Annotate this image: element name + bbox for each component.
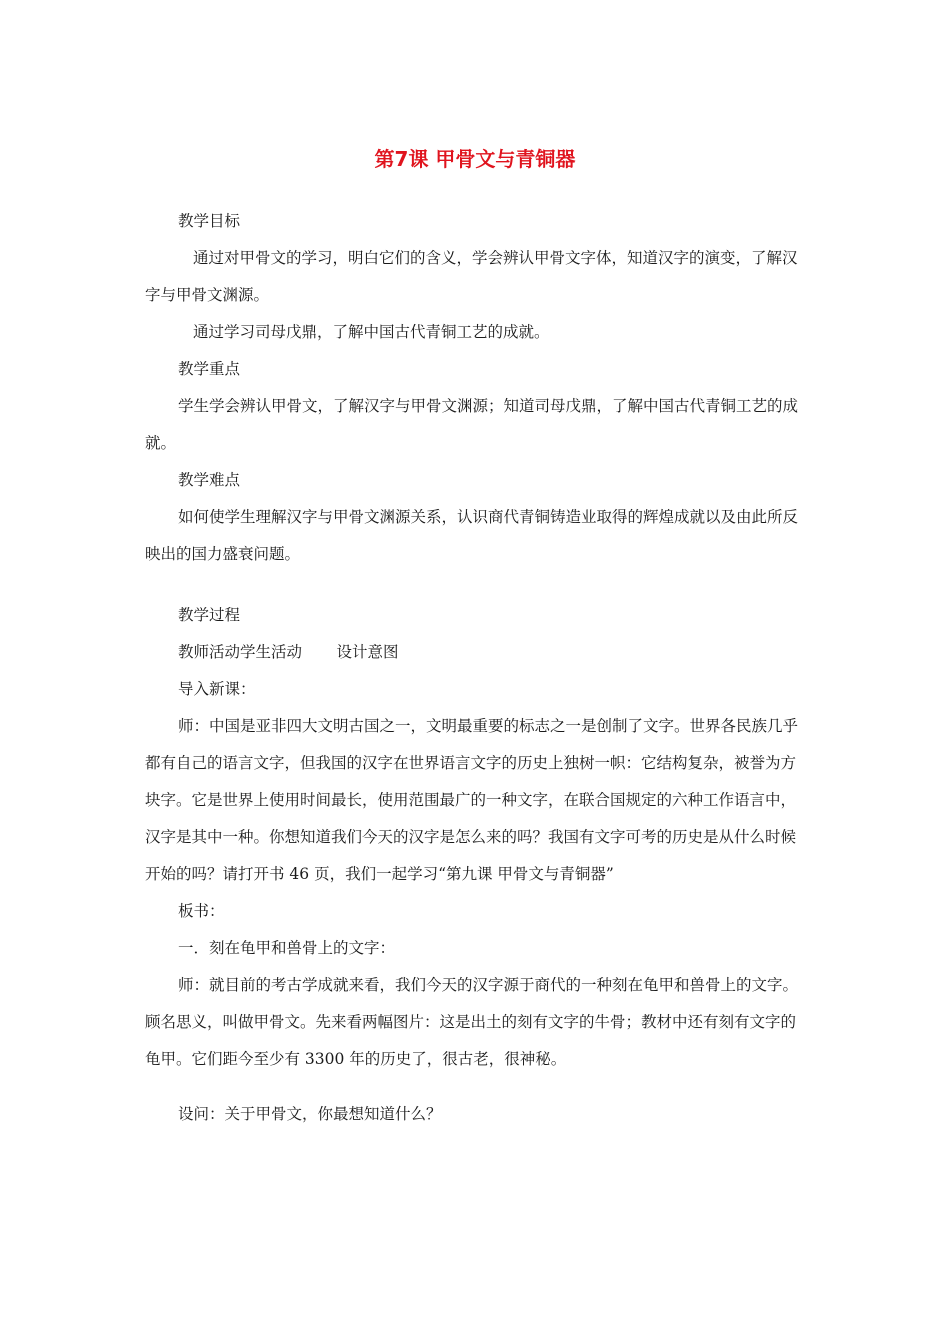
section-1-text: 师：就目前的考古学成就来看，我们今天的汉字源于商代的一种刻在龟甲和兽骨上的文字。顾名思义，叫做甲骨文。先来看两幅图片：这是出土的刻有文字的牛骨；教材中还有刻有文字的龟甲。它们距今至少有 3300 年的历史了，很古老，很神秘。 bbox=[145, 976, 799, 1068]
intro-text: 师：中国是亚非四大文明古国之一，文明最重要的标志之一是创制了文字。世界各民族几乎都有自己的语言文字，但我国的汉字在世界语言文字的历史上独树一帜：它结构复杂，被誉为方块字。它是世界上使用时间最长，使用范围最广的一种文字，在联合国规定的六种工作语言中，汉字是其中一种。你想知道我们今天的汉字是怎么来的吗？我国有文字可考的历史是从什么时候开始的吗？请打开书 46 页，我们一起学习“第九课 甲骨文与青铜器” bbox=[145, 717, 799, 883]
objectives-heading: 教学目标 bbox=[178, 212, 241, 230]
document-body bbox=[145, 203, 807, 1133]
objective-2: 通过学习司母戊鼎，了解中国古代青铜工艺的成就。 bbox=[193, 323, 550, 341]
process-heading: 教学过程 bbox=[178, 606, 241, 624]
objective-1: 通过对甲骨文的学习，明白它们的含义，学会辨认甲骨文字体，知道汉字的演变，了解汉字与甲骨文渊源。 bbox=[145, 249, 798, 304]
columns-line: 教师活动学生活动 设计意图 bbox=[178, 643, 399, 661]
key-points-text: 学生学会辨认甲骨文，了解汉字与甲骨文渊源；知道司母戊鼎，了解中国古代青铜工艺的成就。 bbox=[145, 397, 799, 452]
section-1-heading: 一．刻在龟甲和兽骨上的文字： bbox=[178, 939, 396, 957]
question-text: 设问：关于甲骨文，你最想知道什么？ bbox=[178, 1105, 442, 1123]
spacer bbox=[145, 573, 807, 597]
key-points-heading: 教学重点 bbox=[178, 360, 241, 378]
difficulty-text: 如何使学生理解汉字与甲骨文渊源关系，认识商代青铜铸造业取得的辉煌成就以及由此所反映出的国力盛衰问题。 bbox=[145, 508, 799, 563]
spacer bbox=[145, 1078, 807, 1096]
difficulty-heading: 教学难点 bbox=[178, 471, 241, 489]
board-heading: 板书： bbox=[178, 902, 225, 920]
intro-heading: 导入新课： bbox=[178, 680, 256, 698]
page-title: 第7课 甲骨文与青铜器 bbox=[374, 147, 576, 171]
